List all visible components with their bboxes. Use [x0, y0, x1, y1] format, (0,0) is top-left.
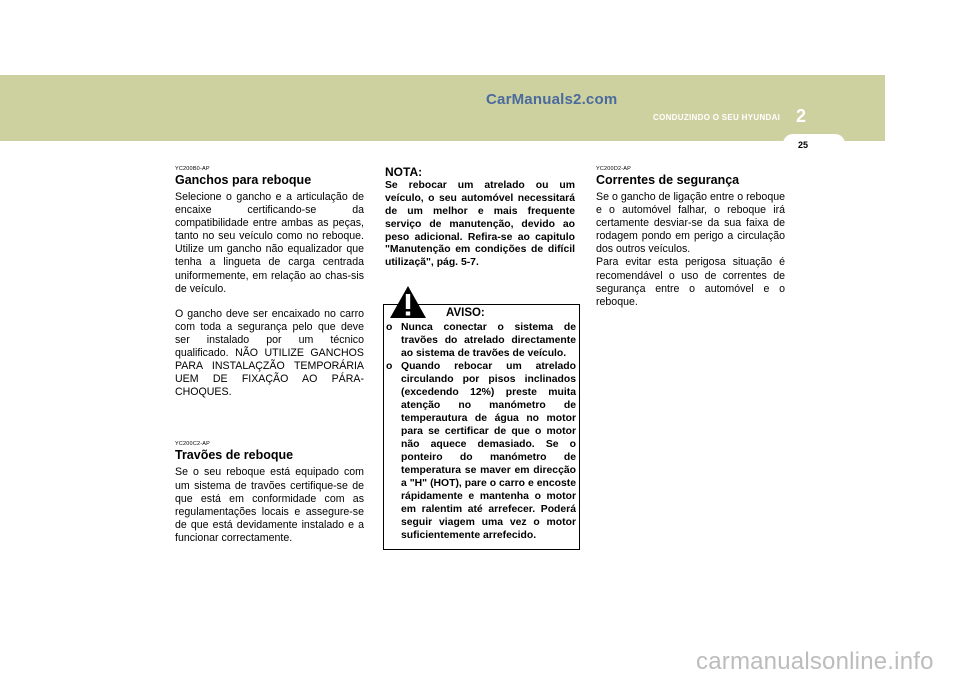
section-code: YC200C2-AP	[175, 441, 211, 448]
header-band	[0, 75, 885, 141]
paragraph: Para evitar esta perigosa situação é recomendável o uso de correntes de segurança entre o automóvel e o reboque.	[596, 256, 785, 308]
list-bullet: o	[386, 361, 393, 372]
section-title-trailer-brakes: Travões de reboque	[175, 448, 294, 463]
warning-list	[386, 321, 576, 542]
section-code: YC200D2-AP	[596, 166, 632, 172]
section-title-towing-hooks: Ganchos para reboque	[175, 173, 312, 187]
list-item-text: Quando rebocar um atrelado circulando por pisos inclinados (excedendo 12%) preste muita atenção no manómetro de temperautura de água no motor para se certificar de que o motor não aquece demasiado. Se o ponteiro do manómetro de temperatura se maver em direcção a "H" (HOT), pare o carro e encoste rápidamente e mantenha o motor em ralentim até arrefecer. Poderá seguir viagem uma vez o motor suficientemente arrefecido.	[401, 361, 576, 541]
chapter-number: 2	[796, 106, 807, 126]
watermark-link[interactable]: CarManuals2.com	[486, 91, 618, 108]
footer-watermark: carmanualsonline.info	[696, 648, 934, 675]
column-right	[596, 166, 785, 309]
list-item	[386, 321, 576, 360]
warning-title: AVISO:	[446, 307, 485, 319]
column-left	[175, 166, 364, 557]
list-item-text: Nunca conectar o sistema de travões do atrelado directamente ao sistema de travões de veículo.	[401, 322, 576, 359]
section-code: YC200B0-AP	[175, 166, 210, 172]
list-bullet: o	[386, 322, 393, 333]
section-title-safety-chains: Correntes de segurança	[596, 173, 740, 187]
page-number: 25	[798, 140, 809, 150]
list-item	[386, 360, 576, 542]
note-title: NOTA:	[385, 165, 423, 179]
note-block	[385, 166, 575, 270]
paragraph: O gancho deve ser encaixado no carro com toda a segurança pelo que deve ser instalado por um técnico qualificado. NÃO UTILIZE GANCHOS PARA INSTALAÇZÃO TEMPORÁRIA UEM DE FIXAÇÃO AO PÁRA-CHOQUES.	[175, 307, 364, 399]
chapter-title: CONDUZINDO O SEU HYUNDAI	[653, 113, 781, 122]
note-text: Se rebocar um atrelado ou um veículo, o seu automóvel necessitará de um melhor e mais frequente serviço de manutenção, devido ao peso adicional. Refira-se ao capitulo "Manutenção em condições de difícil utilizaçã", pág. 5-7.	[385, 179, 575, 269]
exclamation-icon	[389, 285, 427, 319]
paragraph: Se o gancho de ligação entre o reboque e o automóvel falhar, o reboque irá certamente desviar-se da sua faixa de rodagem pondo em perigo a circulação dos outros veículos.	[596, 191, 785, 256]
paragraph: Selecione o gancho e a articulação de encaixe certificando-se da compatibilidade entre ambas as peças, tanto no seu veículo como no reboque. Utilize um gancho não equalizador que tenha a lingueta de carga centrada uniformemente, em relação ao chas-sis de veículo.	[175, 191, 364, 295]
paragraph: Se o seu reboque está equipado com um sistema de travões certifique-se de que está em conformidade com as regulamentações locais e assegure-se de que está devidamente instalado e a funcionar correctamente.	[175, 466, 364, 544]
page-number-tab	[783, 134, 845, 156]
